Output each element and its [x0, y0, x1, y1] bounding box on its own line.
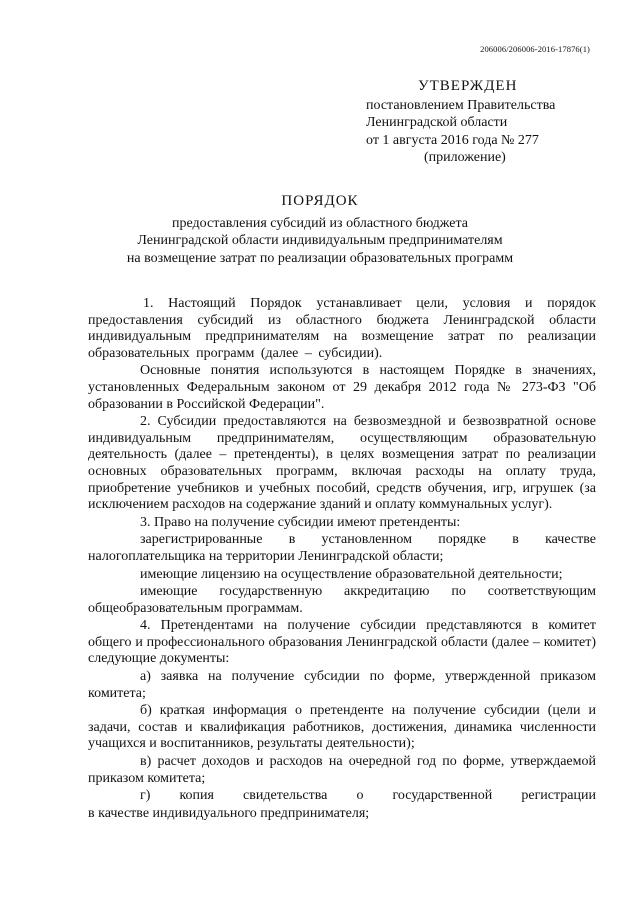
paragraph: 3. Право на получение субсидии имеют претенденты: — [140, 514, 461, 530]
document-body — [88, 296, 596, 822]
paragraph: г) копия свидетельства о государственной регистрации — [140, 788, 596, 804]
paragraph: Основные понятия используются в настоящем Порядке в значениях, установленных Федеральным законом от 29 декабря 2012 года № 273-ФЗ "Об образовании в Российской Федерации". — [88, 363, 596, 412]
paragraph: б) краткая информация о претенденте на получение субсидии (цели и задачи, состав и квалификация работников, достижения, динамика численности учащихся и воспитанников, результаты деятельности); — [88, 703, 596, 752]
approval-line: Ленинградской области — [366, 115, 508, 130]
document-id: 206006/206006-2016-17876(1) — [480, 44, 590, 54]
title-subtitle-line: предоставления субсидий из областного бюджета — [172, 215, 468, 231]
title-main: ПОРЯДОК — [281, 193, 359, 209]
paragraph: имеющие государственную аккредитацию по соответствующим общеобразовательным программам. — [88, 584, 596, 616]
paragraph: имеющие лицензию на осуществление образовательной деятельности; — [140, 566, 563, 582]
title-subtitle-line: на возмещение затрат по реализации образовательных программ — [126, 250, 514, 266]
paragraph: 2. Субсидии предоставляются на безвозмездной и безвозвратной основе индивидуальным предпринимателям, осуществляющим образовательную деятельность (далее – претенденты), в целях возмещения затрат по реализации основных образовательных программ, включая расходы на оплату труда, приобретение учебников и учебных пособий, средств обучения, игр, игрушек (за исключением расходов на содержание зданий и оплату коммунальных услуг). — [88, 414, 596, 513]
paragraph: зарегистрированные в установленном порядке в качестве налогоплательщика на территории Ленинградской области; — [88, 532, 596, 564]
title-subtitle-line: Ленинградской области индивидуальным предпринимателям — [137, 233, 503, 248]
document-title — [0, 193, 640, 267]
paragraph: 4. Претендентами на получение субсидии представляются в комитет общего и профессионального образования Ленинградской области (далее – комитет) следующие документы: — [88, 618, 596, 667]
paragraph: в) расчет доходов и расходов на очередной год по форме, утверждаемой приказом комитета; — [88, 754, 596, 786]
approval-title: УТВЕРЖДЕН — [418, 78, 518, 94]
approval-line: от 1 августа 2016 года № 277 — [366, 132, 539, 148]
approval-line: постановлением Правительства — [366, 97, 556, 113]
approval-stamp — [366, 78, 555, 167]
paragraph: 1. Настоящий Порядок устанавливает цели, условия и порядок предоставления субсидий из областного бюджета Ленинградской области индивидуальным предпринимателям на возмещение затрат по реализации образовательных программ (далее – субсидии). — [88, 296, 596, 361]
paragraph: а) заявка на получение субсидии по форме, утвержденной приказом комитета; — [88, 669, 596, 701]
approval-line: (приложение) — [424, 150, 506, 165]
paragraph: в качестве индивидуального предпринимателя; — [88, 805, 370, 821]
